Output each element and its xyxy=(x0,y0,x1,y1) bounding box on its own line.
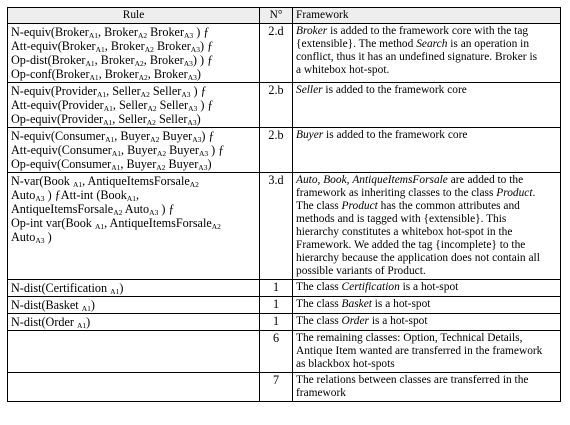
subscript: A1 xyxy=(111,149,122,158)
text-segment: , Seller xyxy=(112,98,148,112)
text-segment: ) xyxy=(90,298,95,312)
text-segment: , Broker xyxy=(143,53,184,67)
text-segment: ) xyxy=(119,281,124,295)
framework-line xyxy=(296,387,557,400)
subscript: A1 xyxy=(110,287,120,296)
table-row xyxy=(8,24,561,83)
subscript: A3 xyxy=(187,118,197,127)
framework-line xyxy=(296,174,557,187)
table-body xyxy=(8,24,561,402)
text-segment: , xyxy=(317,174,324,186)
text-segment: ) ) ƒ xyxy=(192,53,214,67)
rule-cell xyxy=(8,297,260,314)
text-segment: Op-int var(Book xyxy=(11,216,95,230)
text-segment: Buyer xyxy=(159,129,193,143)
table-row xyxy=(8,314,561,331)
table-row xyxy=(8,83,561,128)
text-segment: are added to the xyxy=(447,174,524,186)
subscript: A2 xyxy=(137,31,148,40)
text-segment: , Buyer xyxy=(121,143,157,157)
text-segment: ) xyxy=(86,315,91,329)
table-row xyxy=(8,331,561,373)
text-segment: is a hot-spot xyxy=(368,315,428,327)
subscript: A3 xyxy=(188,104,198,113)
subscript: A1 xyxy=(88,31,99,40)
text-segment: , Broker xyxy=(98,25,138,39)
rule-number: 7 xyxy=(260,373,293,402)
rule-cell xyxy=(8,173,260,280)
text-segment: , Broker xyxy=(104,39,145,53)
text-segment: ) ƒ xyxy=(197,98,214,112)
subscript: A1 xyxy=(126,194,136,203)
rule-line xyxy=(11,216,256,230)
subscript: A2 xyxy=(156,163,166,172)
framework-line xyxy=(296,129,557,142)
text-segment: N-dist(Certification xyxy=(11,281,111,295)
text-segment: is a hot-spot xyxy=(371,298,431,310)
text-segment: has the common attributes and xyxy=(377,200,520,212)
text-segment: Seller xyxy=(156,98,189,112)
text-segment: , Buyer xyxy=(120,157,157,171)
rule-number: 3.d xyxy=(260,173,293,280)
mapping-table-container xyxy=(7,7,561,402)
framework-line xyxy=(296,358,557,371)
subscript: A2 xyxy=(189,180,199,189)
text-segment: Att-equiv(Broker xyxy=(11,39,96,53)
text-segment: , Buyer xyxy=(114,129,151,143)
framework-line xyxy=(296,38,557,51)
italic-term: Search xyxy=(416,38,448,50)
subscript: A2 xyxy=(113,208,123,217)
text-segment: Framework. We added the tag {incomplete} to the xyxy=(296,239,526,251)
text-segment: ) xyxy=(196,112,201,126)
header-rule: Rule xyxy=(8,8,260,24)
subscript: A3 xyxy=(187,73,197,82)
rule-number: 2.b xyxy=(260,83,293,128)
rule-cell xyxy=(8,24,260,83)
text-segment: , Broker xyxy=(147,67,188,81)
text-segment: is an operation in xyxy=(447,38,530,50)
text-segment: , xyxy=(346,174,353,186)
text-segment: The relations between classes are transferred in the xyxy=(296,374,529,386)
framework-line xyxy=(296,374,557,387)
text-segment: Op-equiv(Provider xyxy=(11,112,104,126)
subscript: A1 xyxy=(85,59,95,68)
subscript: A3 xyxy=(183,59,193,68)
text-segment: Op-equiv(Consumer xyxy=(11,157,112,171)
text-segment: , Seller xyxy=(106,84,141,98)
framework-cell xyxy=(293,280,561,297)
text-segment: Broker xyxy=(153,39,191,53)
header-framework: Framework xyxy=(293,8,561,24)
text-segment: N-dist(Order xyxy=(11,315,77,329)
text-segment: N-equiv(Consumer xyxy=(11,129,106,143)
italic-term: Buyer xyxy=(296,129,324,141)
subscript: A1 xyxy=(72,180,83,189)
subscript: A1 xyxy=(105,135,115,144)
rule-number: 6 xyxy=(260,331,293,373)
subscript: A3 xyxy=(190,45,200,54)
text-segment: ) xyxy=(207,157,212,171)
framework-line xyxy=(296,84,557,97)
rule-line xyxy=(11,281,256,295)
rule-line xyxy=(11,53,256,67)
rule-line xyxy=(11,39,256,53)
text-segment: , Broker xyxy=(94,53,135,67)
header-number: N° xyxy=(260,8,293,24)
text-segment: ) ƒ xyxy=(193,25,210,39)
text-segment: is a hot-spot xyxy=(399,281,459,293)
text-segment: ) ƒAtt-int (Book xyxy=(44,188,127,202)
rule-line xyxy=(11,67,256,81)
framework-cell xyxy=(293,297,561,314)
text-segment: Att-equiv(Consumer xyxy=(11,143,112,157)
subscript: A2 xyxy=(150,135,160,144)
text-segment: Buyer xyxy=(165,157,199,171)
rule-line xyxy=(11,84,256,98)
framework-cell xyxy=(293,314,561,331)
subscript: A2 xyxy=(138,73,148,82)
text-segment: is added to the framework core with the tag xyxy=(327,25,529,37)
text-segment: ) ƒ xyxy=(201,129,215,143)
subscript: A1 xyxy=(89,73,99,82)
subscript: A3 xyxy=(198,163,208,172)
framework-line xyxy=(296,281,557,294)
framework-line xyxy=(296,187,557,200)
text-segment: The class xyxy=(296,200,342,212)
text-segment: N-equiv(Broker xyxy=(11,25,89,39)
framework-cell xyxy=(293,83,561,128)
rule-line xyxy=(11,143,256,157)
subscript: A2 xyxy=(211,222,221,231)
text-segment: {extensible}. The method xyxy=(296,38,417,50)
text-segment: Op-dist(Broker xyxy=(11,53,86,67)
rule-cell xyxy=(8,331,260,373)
subscript: A3 xyxy=(35,194,45,203)
rule-number: 1 xyxy=(260,280,293,297)
text-segment: The class xyxy=(296,281,342,293)
italic-term: Certification xyxy=(341,281,400,293)
text-segment: , Seller xyxy=(112,112,147,126)
italic-term: Basket xyxy=(341,298,372,310)
rule-line xyxy=(11,25,256,39)
text-segment: framework as inheriting classes to the class xyxy=(296,187,497,199)
framework-cell xyxy=(293,173,561,280)
text-segment: N-equiv(Provider xyxy=(11,84,97,98)
text-segment: Auto xyxy=(11,188,36,202)
rule-line xyxy=(11,98,256,112)
framework-line xyxy=(296,239,557,252)
framework-line xyxy=(296,51,557,64)
text-segment: is added to the framework core xyxy=(322,84,467,96)
text-segment: , xyxy=(135,188,140,202)
text-segment: . xyxy=(532,187,536,199)
framework-line xyxy=(296,252,557,265)
table-row xyxy=(8,373,561,402)
text-segment: The class xyxy=(296,315,342,327)
subscript: A2 xyxy=(146,118,156,127)
table-row xyxy=(8,280,561,297)
rule-line xyxy=(11,315,256,329)
framework-cell xyxy=(293,331,561,373)
subscript: A1 xyxy=(77,321,87,330)
framework-line xyxy=(296,265,557,278)
subscript: A3 xyxy=(198,149,209,158)
text-segment: Buyer xyxy=(166,143,199,157)
framework-cell xyxy=(293,24,561,83)
subscript: A1 xyxy=(95,45,105,54)
text-segment: The class xyxy=(296,298,342,310)
text-segment: possible variants of Product. xyxy=(296,265,426,277)
framework-cell xyxy=(293,373,561,402)
rule-cell xyxy=(8,83,260,128)
table-row xyxy=(8,297,561,314)
mapping-table xyxy=(7,7,561,402)
subscript: A3 xyxy=(184,31,194,40)
text-segment: ) ƒ xyxy=(208,143,225,157)
framework-line xyxy=(296,226,557,239)
framework-line xyxy=(296,332,557,345)
italic-term: Broker xyxy=(296,25,328,37)
text-segment: Antique Item wanted are transferred in the framework xyxy=(296,345,543,357)
text-segment: hierarchy constitutes a whitebox hot-spot in the xyxy=(296,226,513,238)
subscript: A1 xyxy=(103,104,113,113)
framework-line xyxy=(296,213,557,226)
table-row xyxy=(8,128,561,173)
text-segment: , AntiqueItemsForsale xyxy=(104,216,212,230)
rule-line xyxy=(11,188,256,202)
text-segment: methods and is tagged with {extensible}. This xyxy=(296,213,507,225)
text-segment: a whitebox hot-spot. xyxy=(296,64,390,76)
subscript: A1 xyxy=(94,222,105,231)
framework-line xyxy=(296,298,557,311)
subscript: A1 xyxy=(111,163,121,172)
rule-line xyxy=(11,230,256,244)
subscript: A3 xyxy=(192,135,202,144)
text-segment: , AntiqueItemsForsale xyxy=(82,174,190,188)
rule-line xyxy=(11,202,256,216)
subscript: A1 xyxy=(103,118,113,127)
rule-line xyxy=(11,112,256,126)
text-segment: Broker xyxy=(147,25,185,39)
italic-term: Seller xyxy=(296,84,323,96)
subscript: A2 xyxy=(134,59,144,68)
text-segment: The remaining classes: Option, Technical Details, xyxy=(296,332,523,344)
italic-term: Product xyxy=(341,200,378,212)
framework-cell xyxy=(293,128,561,173)
framework-line xyxy=(296,64,557,77)
text-segment: ) ƒ xyxy=(199,39,214,53)
framework-line xyxy=(296,345,557,358)
text-segment: hierarchy because the application does not contain all xyxy=(296,252,540,264)
subscript: A1 xyxy=(81,304,91,313)
text-segment: ) ƒ xyxy=(190,84,207,98)
framework-line xyxy=(296,315,557,328)
rule-number: 1 xyxy=(260,297,293,314)
framework-line xyxy=(296,200,557,213)
rule-cell xyxy=(8,314,260,331)
rule-number: 1 xyxy=(260,314,293,331)
subscript: A2 xyxy=(140,90,150,99)
text-segment: conflict, thus it has an undefined signature. Broker is xyxy=(296,51,538,63)
rule-line xyxy=(11,174,256,188)
text-segment: ) ƒ xyxy=(158,202,175,216)
subscript: A3 xyxy=(35,236,45,245)
text-segment: N-var(Book xyxy=(11,174,73,188)
rule-line xyxy=(11,298,256,312)
text-segment: ) xyxy=(44,230,52,244)
text-segment: is added to the framework core xyxy=(323,129,468,141)
subscript: A1 xyxy=(96,90,107,99)
text-segment: N-dist(Basket xyxy=(11,298,82,312)
rule-line xyxy=(11,157,256,171)
subscript: A2 xyxy=(144,45,154,54)
text-segment: Op-conf(Broker xyxy=(11,67,90,81)
text-segment: ) xyxy=(196,67,201,81)
subscript: A2 xyxy=(147,104,157,113)
text-segment: Seller xyxy=(155,112,188,126)
subscript: A2 xyxy=(156,149,167,158)
italic-term: Auto xyxy=(296,174,318,186)
text-segment: Att-equiv(Provider xyxy=(11,98,104,112)
italic-term: AntiqueItemsForsale xyxy=(352,174,448,186)
rule-number: 2.b xyxy=(260,128,293,173)
text-segment: Auto xyxy=(122,202,150,216)
table-row xyxy=(8,173,561,280)
text-segment: as blackbox hot-spots xyxy=(296,358,395,370)
text-segment: framework xyxy=(296,387,346,399)
rule-line xyxy=(11,129,256,143)
rule-cell xyxy=(8,128,260,173)
italic-term: Product xyxy=(496,187,533,199)
subscript: A3 xyxy=(181,90,191,99)
rule-cell xyxy=(8,280,260,297)
text-segment: Auto xyxy=(11,230,36,244)
rule-number: 2.d xyxy=(260,24,293,83)
text-segment: Seller xyxy=(149,84,182,98)
italic-term: Book xyxy=(323,174,347,186)
italic-term: Order xyxy=(341,315,369,327)
rule-cell xyxy=(8,373,260,402)
header-row xyxy=(8,8,561,24)
text-segment: AntiqueItemsForsale xyxy=(11,202,114,216)
subscript: A3 xyxy=(149,208,159,217)
text-segment: , Broker xyxy=(98,67,139,81)
framework-line xyxy=(296,25,557,38)
